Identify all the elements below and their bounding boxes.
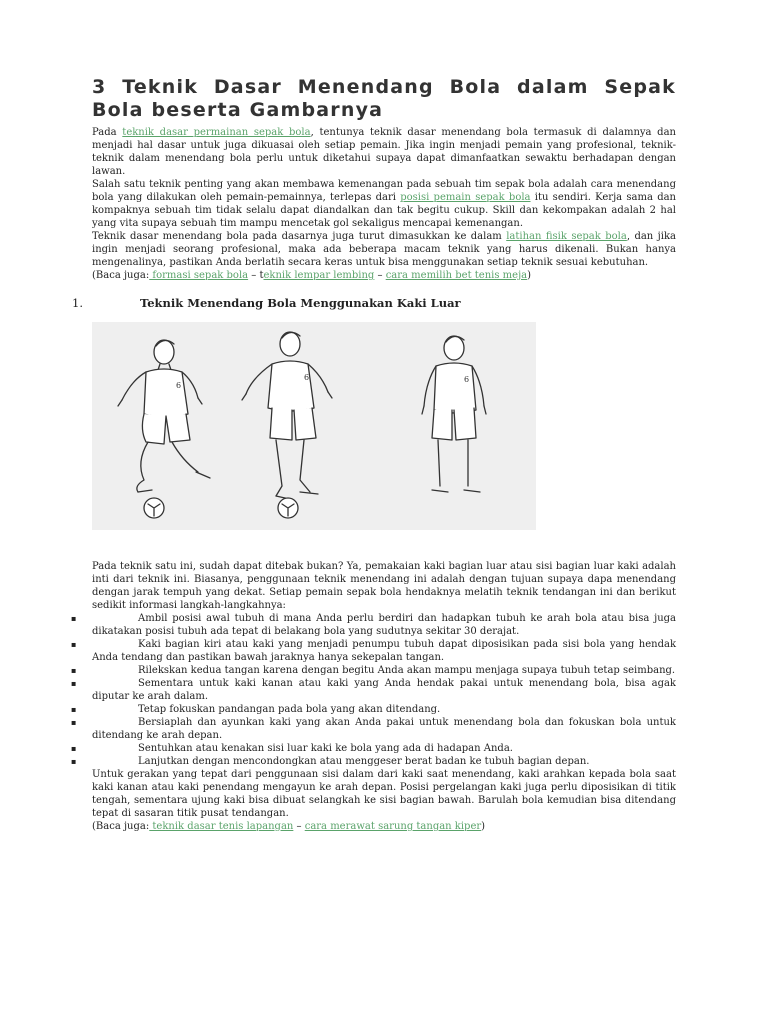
bullet-icon: ▪ [71, 640, 77, 649]
article-title: 3 Teknik Dasar Menendang Bola dalam Sepak Bola beserta Gambarnya [92, 76, 676, 121]
text-span: Pada [92, 127, 123, 138]
separator: – [374, 270, 386, 281]
text-span: , tentunya teknik dasar menendang bola termasuk di dalamnya dan menjadi hal dasar untuk juga dikuasai oleh setiap pemain. Jika ingin menjadi pemain yang profesional, teknik-teknik dalam menendang bola perlu untuk diketahui supaya dapat dimanfaatkan sewaktu berhadapan dengan lawan. [92, 127, 676, 177]
link-bet-tenis-meja[interactable]: cara memilih bet tenis meja [385, 270, 528, 281]
baca-suffix: ) [481, 821, 486, 832]
bullet-icon: ▪ [71, 705, 77, 714]
section-heading-1 [72, 296, 676, 312]
intro-paragraph-3 [92, 230, 676, 269]
text-span: Teknik dasar menendang bola pada dasarnya juga turut dimasukkan ke dalam [92, 231, 507, 242]
step-text: Ambil posisi awal tubuh di mana Anda perlu berdiri dan hadapkan tubuh ke arah bola atau bisa juga dikatakan posisi tubuh ada tepat di belakang bola yang sudutnya sekitar 30 derajat. [92, 613, 676, 637]
bullet-icon: ▪ [71, 614, 77, 623]
step-text: Bersiaplah dan ayunkan kaki yang akan Anda pakai untuk menendang bola dan fokuskan bola untuk ditendang ke arah depan. [92, 717, 676, 741]
list-item [71, 716, 676, 742]
bullet-icon: ▪ [71, 679, 77, 688]
link-formasi-sepak-bola[interactable]: formasi sepak bola [149, 270, 249, 281]
step-text: Kaki bagian kiri atau kaki yang menjadi penumpu tubuh dapat diposisikan pada sisi bola yang hendak Anda tendang dan pastikan bawah jaraknya hanya sekepalan tangan. [92, 639, 676, 663]
text-span: itu sendiri. Kerja sama dan kompaknya sebuah tim tidak selalu dapat diandalkan dan tak begitu cukup. Skill dan kekompakan adalah 2 hal yang vita supaya sebuah tim mampu mencetak gol sekaligus mencapai kemenangan. [92, 192, 676, 229]
step-text: Rilekskan kedua tangan karena dengan begitu Anda akan mampu menjaga supaya tubuh tetap seimbang. [138, 665, 676, 676]
player-3 [422, 336, 486, 492]
link-teknik-dasar-permainan[interactable]: teknik dasar permainan sepak bola [122, 127, 311, 138]
bullet-icon: ▪ [71, 744, 77, 753]
bullet-icon: ▪ [71, 666, 77, 675]
baca-prefix: (Baca juga: [92, 270, 150, 281]
list-item [71, 703, 676, 716]
player-2 [242, 332, 332, 518]
section-number: 1. [72, 296, 83, 310]
intro-paragraph-1 [92, 126, 676, 178]
link-posisi-pemain[interactable]: posisi pemain sepak bola [400, 192, 531, 203]
section-body [71, 560, 676, 833]
body-paragraph-2: Untuk gerakan yang tepat dari penggunaan sisi dalam dari kaki saat menendang, kaki arahkan kepada bola saat kaki kanan atau kaki penendang mengayun ke arah depan. Posisi pergelangan kaki juga perlu diposisikan di titik tengah, sementara ujung kaki bisa dibuat selangkah ke sisi bagian bawah. Barulah bola kemudian bisa ditendang tepat di sasaran titik pusat tendangan. [92, 769, 676, 819]
baca-prefix: (Baca juga: [92, 821, 150, 832]
list-item [71, 677, 676, 703]
list-item [71, 742, 676, 755]
text-span: , dan jika ingin menjadi seorang profesional, maka ada beberapa macam teknik yang harus dikenali. Bukan hanya mengenalinya, pastikan Anda berlatih secara keras untuk bisa menggunakan setiap teknik sesuai kebutuhan. [92, 231, 676, 268]
link-lempar-lembing[interactable]: eknik lempar lembing [263, 270, 375, 281]
body-paragraph-1: Pada teknik satu ini, sudah dapat ditebak bukan? Ya, pemakaian kaki bagian luar atau sisi bagian luar kaki adalah inti dari teknik ini. Biasanya, penggunaan teknik menendang ini adalah dengan tujuan supaya dapa menendang dengan jarak tempuh yang dekat. Setiap pemain sepak bola hendaknya melatih teknik tendangan ini dan berikut sedikit informasi langkah-langkahnya: [92, 561, 676, 611]
separator: – [293, 821, 305, 832]
step-text: Sementara untuk kaki kanan atau kaki yang Anda hendak pakai untuk menendang bola, bisa agak diputar ke arah dalam. [92, 678, 676, 702]
bullet-icon: ▪ [71, 718, 77, 727]
step-text: Sentuhkan atau kenakan sisi luar kaki ke bola yang ada di hadapan Anda. [138, 743, 513, 754]
intro-paragraph-2 [92, 178, 676, 230]
figure-drawing [92, 322, 536, 530]
section-title: Teknik Menendang Bola Menggunakan Kaki Luar [140, 296, 461, 310]
bullet-icon: ▪ [71, 757, 77, 766]
link-tenis-lapangan[interactable]: teknik dasar tenis lapangan [149, 821, 294, 832]
list-item [71, 755, 676, 768]
jersey-number: 6 [176, 381, 182, 390]
baca-juga-2 [92, 820, 676, 833]
list-item [71, 612, 676, 638]
list-item [71, 638, 676, 664]
list-item [71, 664, 676, 677]
separator: – t [248, 270, 264, 281]
jersey-number: 6 [464, 375, 470, 384]
article [71, 76, 676, 833]
jersey-number: 6 [304, 373, 310, 382]
step-text: Lanjutkan dengan mencondongkan atau menggeser berat badan ke tubuh bagian depan. [138, 756, 590, 767]
baca-juga-1 [92, 269, 676, 282]
soccer-player-sketch-icon [92, 322, 536, 530]
player-1 [118, 340, 210, 518]
step-text: Tetap fokuskan pandangan pada bola yang akan ditendang. [138, 704, 441, 715]
baca-suffix: ) [527, 270, 532, 281]
steps-list [71, 612, 676, 768]
link-sarung-tangan-kiper[interactable]: cara merawat sarung tangan kiper [304, 821, 482, 832]
link-latihan-fisik[interactable]: latihan fisik sepak bola [506, 231, 627, 242]
text-span: Salah satu teknik penting yang akan membawa kemenangan pada sebuah tim sepak bola adalah cara menendang bola yang dilakukan oleh pemain-pemainnya, terlepas dari [92, 179, 676, 203]
